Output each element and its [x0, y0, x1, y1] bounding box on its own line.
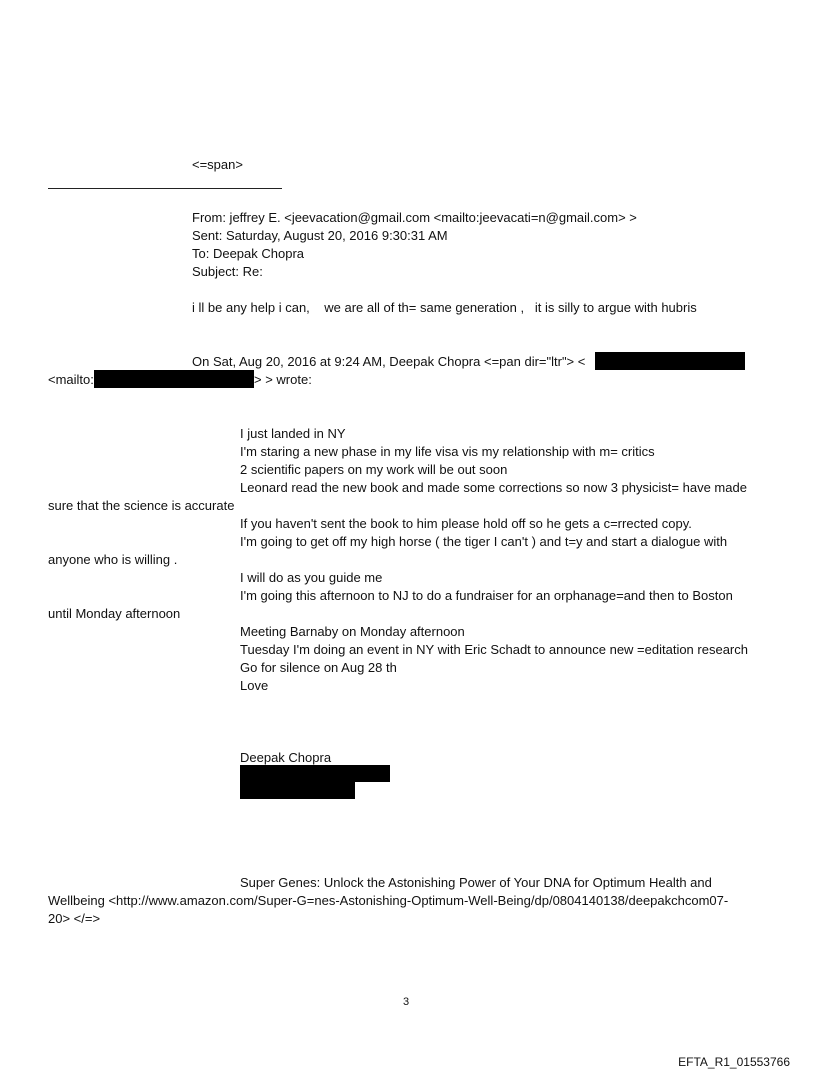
signature-name: Deepak Chopra: [240, 750, 332, 765]
subject-line: Subject: Re:: [192, 264, 263, 279]
body-line-wrap: anyone who is willing .: [48, 552, 178, 567]
body-line: Meeting Barnaby on Monday afternoon: [240, 624, 465, 639]
header-fragment: <=span>: [192, 157, 243, 172]
document-id: EFTA_R1_01553766: [678, 1055, 790, 1069]
body-line: I'm staring a new phase in my life visa vis my relationship with m= critics: [240, 444, 655, 459]
divider: [48, 188, 282, 189]
redaction-box: [240, 782, 355, 799]
redaction-box: [94, 370, 254, 388]
body-line: 2 scientific papers on my work will be out soon: [240, 462, 508, 477]
quote-intro-wrote: > > wrote:: [254, 372, 312, 387]
sent-line: Sent: Saturday, August 20, 2016 9:30:31 AM: [192, 228, 448, 243]
body-line: Love: [240, 678, 269, 693]
book-line2: Wellbeing <http://www.amazon.com/Super-G=nes-Astonishing-Optimum-Well-Being/dp/0804140138/deepakchcom07-: [48, 893, 729, 908]
to-line: To: Deepak Chopra: [192, 246, 305, 261]
body-line: I'm going to get off my high horse ( the tiger I can't ) and t=y and start a dialogue with: [240, 534, 728, 549]
body-line: Go for silence on Aug 28 th: [240, 660, 397, 675]
body-line: I will do as you guide me: [240, 570, 383, 585]
body-line-wrap: sure that the science is accurate: [48, 498, 235, 513]
book-line1: Super Genes: Unlock the Astonishing Power of Your DNA for Optimum Health and: [240, 875, 712, 890]
book-line3: 20> </=>: [48, 911, 101, 926]
redaction-box: [240, 765, 390, 782]
body-line: I just landed in NY: [240, 426, 346, 441]
redaction-box: [595, 352, 745, 370]
quote-intro-line1: On Sat, Aug 20, 2016 at 9:24 AM, Deepak Chopra <=pan dir="ltr"> <: [192, 354, 586, 369]
page-number: 3: [403, 996, 410, 1008]
body-line-wrap: until Monday afternoon: [48, 606, 181, 621]
body-line: If you haven't sent the book to him please hold off so he gets a c=rrected copy.: [240, 516, 692, 531]
quote-intro-mailto: <mailto:: [48, 372, 94, 387]
body-line: I'm going this afternoon to NJ to do a fundraiser for an orphanage=and then to Boston: [240, 588, 733, 603]
body-line: Leonard read the new book and made some corrections so now 3 physicist= have made: [240, 480, 747, 495]
body-line: Tuesday I'm doing an event in NY with Eric Schadt to announce new =editation research: [240, 642, 748, 657]
reply-text: i ll be any help i can, we are all of th= same generation , it is silly to argue with hubris: [192, 300, 697, 315]
from-line: From: jeffrey E. <jeevacation@gmail.com <mailto:jeevacati=n@gmail.com> >: [192, 210, 637, 225]
